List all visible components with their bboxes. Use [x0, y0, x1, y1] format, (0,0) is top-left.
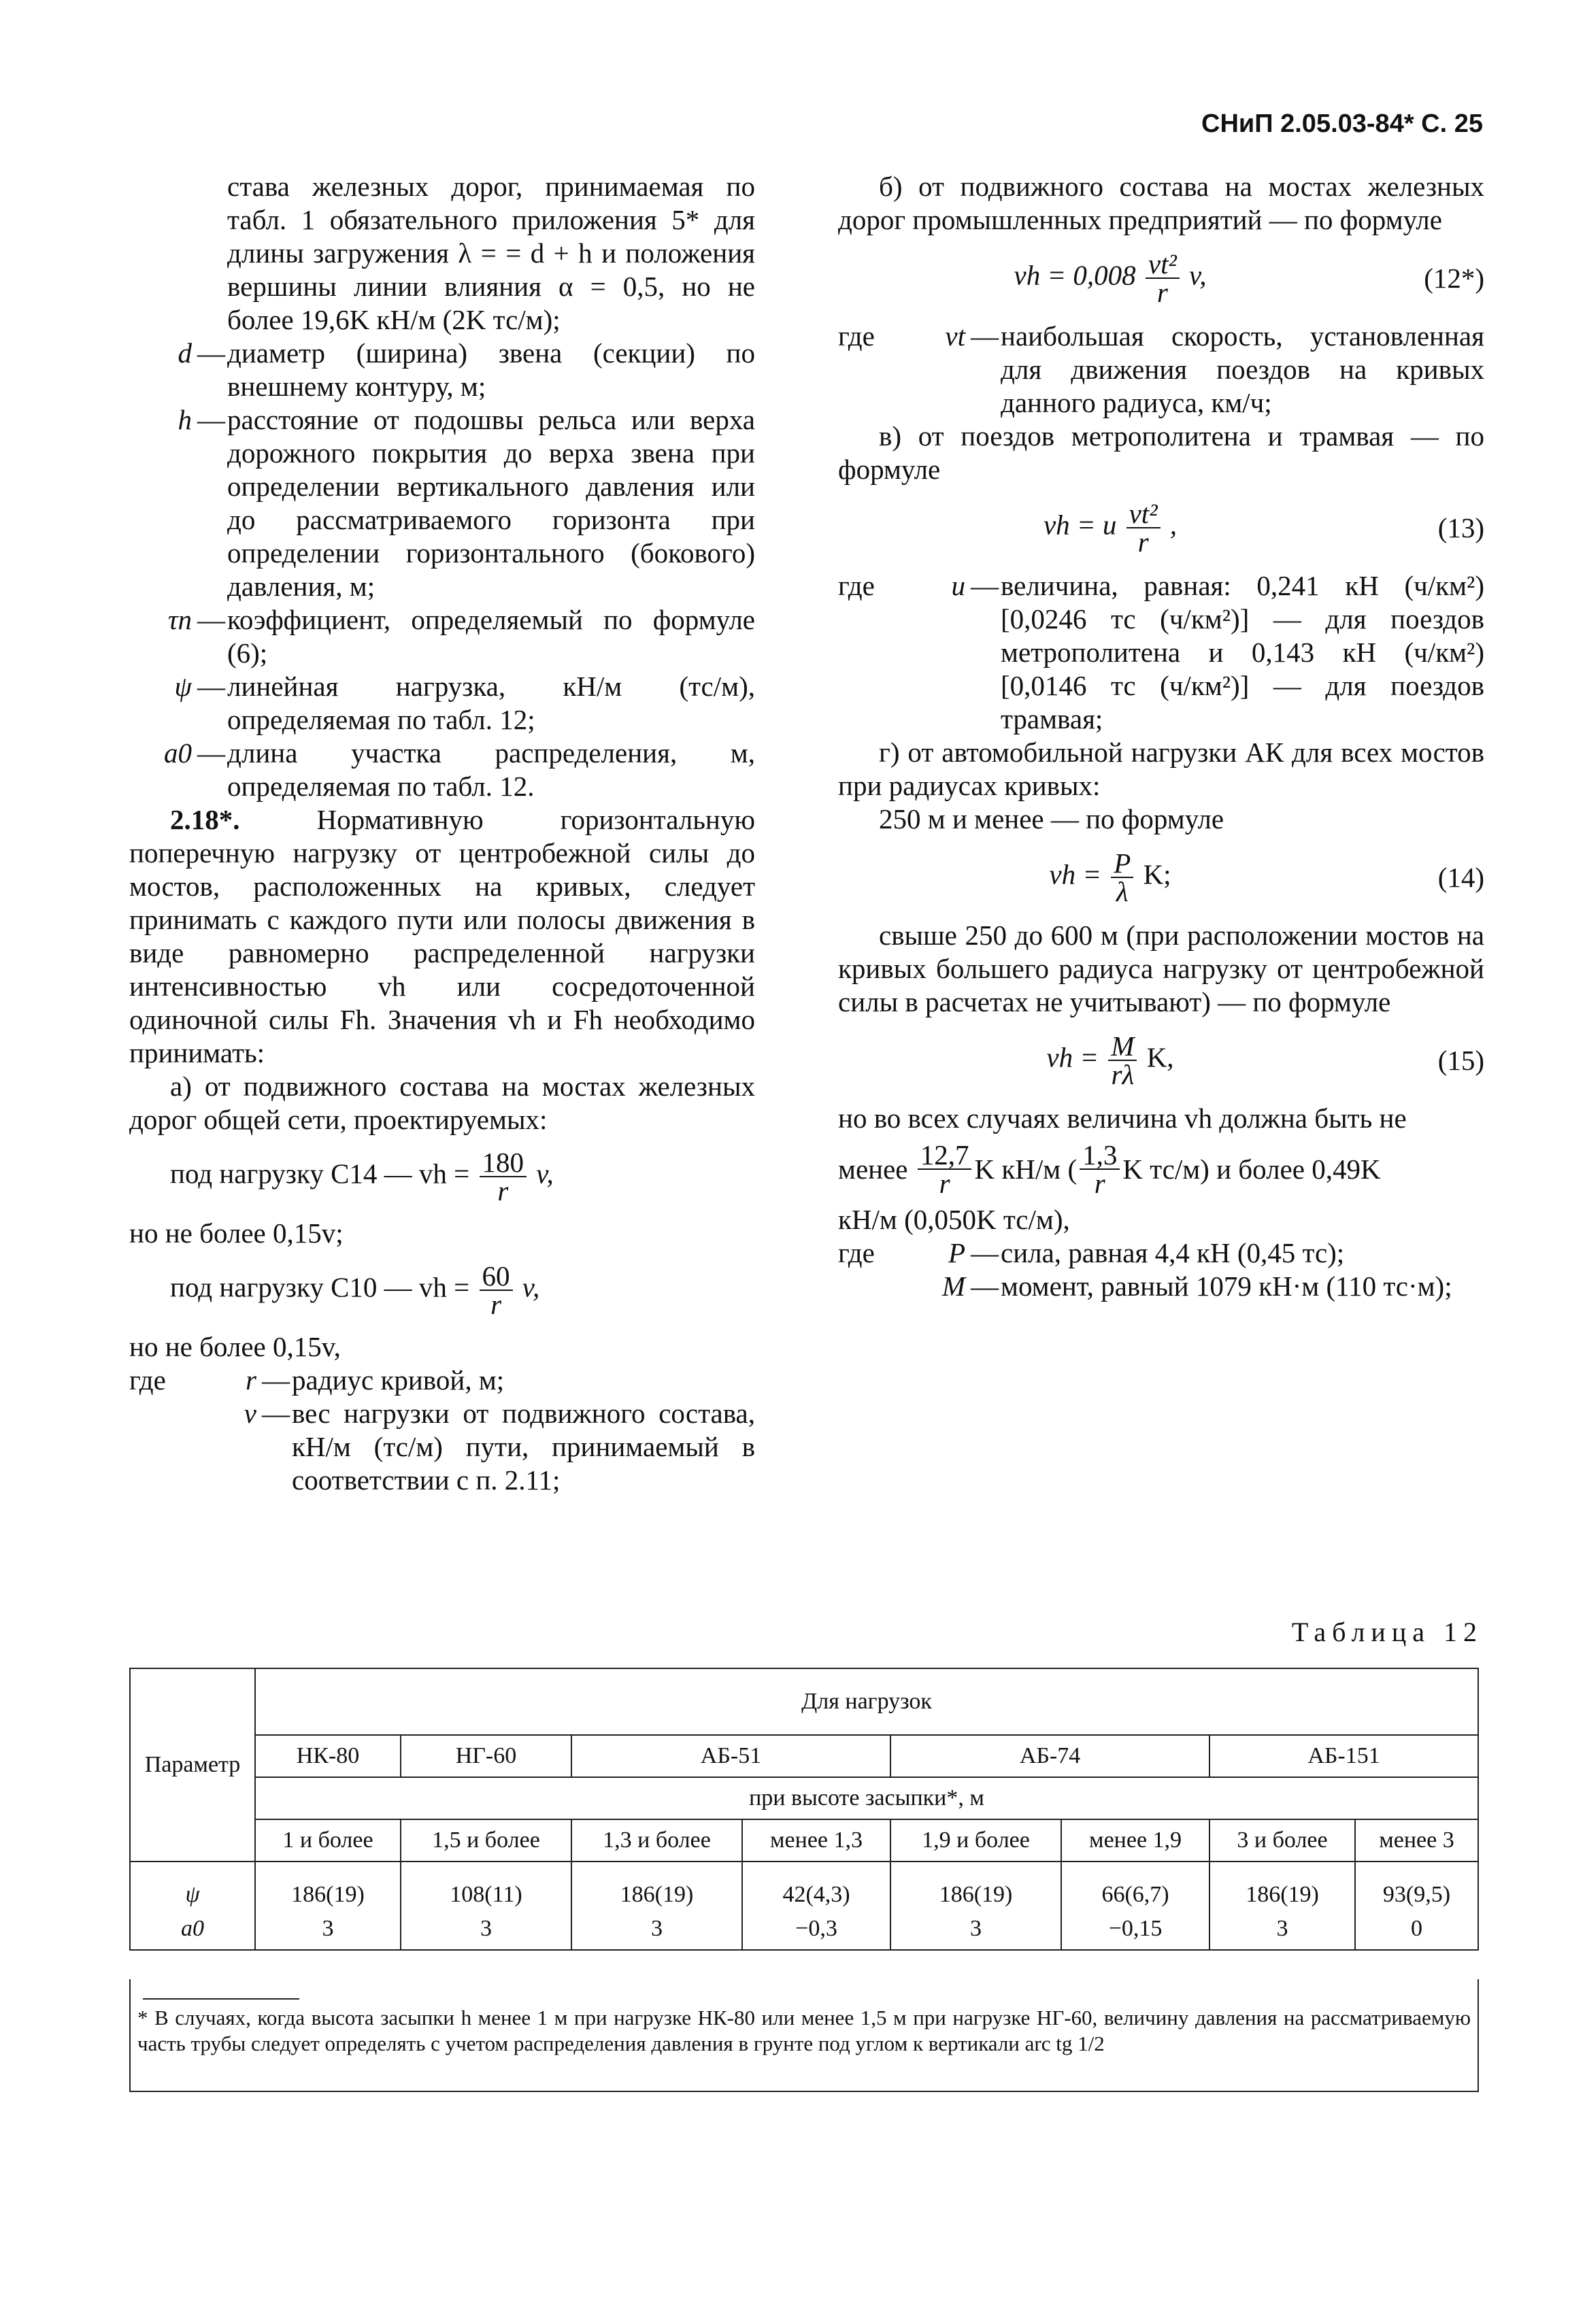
param-header: Параметр	[130, 1668, 255, 1862]
definition-text: сила, равная 4,4 кН (0,45 тс);	[1001, 1237, 1345, 1268]
definition-symbol: a0	[164, 737, 192, 769]
height-cell: 1,9 и более	[890, 1819, 1061, 1862]
right-column	[838, 170, 1484, 1303]
load-header: АБ-51	[571, 1735, 890, 1777]
pm-definitions	[838, 1236, 1484, 1303]
value-cell: 108(11)	[401, 1862, 571, 1915]
item-g: г) от автомобильной нагрузки АК для всех мостов при радиусах кривых:	[838, 737, 1484, 801]
definition-item: M — момент, равный 1079 кН·м (110 тс·м);	[838, 1270, 1484, 1303]
item-v: в) от поездов метрополитена и трамвая — по формуле	[838, 420, 1484, 485]
formula-c14-label: под нагрузку С14 — vh =	[170, 1158, 470, 1190]
formula-12-number: (12*)	[1424, 262, 1484, 294]
definition-symbol: M	[941, 1270, 965, 1302]
table-12	[129, 1668, 1479, 1951]
min-condition-line2: менее $\frac{12,7}{r}$ K кН/м ( $\frac{1,3}{r}$ K тс/м) и более 0,49K	[838, 1139, 1381, 1199]
load-header: АБ-74	[890, 1735, 1209, 1777]
value-cell: 186(19)	[571, 1862, 742, 1915]
min-fraction-2: $\frac{1,3}{r}$	[1080, 1141, 1120, 1197]
definition-symbol: u	[951, 570, 965, 601]
continued-definition	[129, 170, 755, 337]
value-cell: 3	[890, 1915, 1061, 1950]
left-column	[129, 170, 755, 1497]
definition-text: наибольшая скорость, установленная для движения поездов на кривых данного радиуса, км/ч;	[1001, 320, 1484, 418]
u-definition	[838, 569, 1484, 736]
value-cell: 93(9,5)	[1355, 1862, 1478, 1915]
definition-text: момент, равный 1079 кН·м (110 тс·м);	[1001, 1270, 1452, 1302]
formula-14: vh = $\frac{P}{\lambda}$ K; (14)	[1049, 847, 1484, 907]
definition-text: расстояние от подошвы рельса или верха дорожного покрытия до верха звена при определении вертикального давления или до рассматриваемого горизонта при определении горизонтального (бокового) давления, м;	[227, 404, 755, 602]
item-b: б) от подвижного состава на мостах железных дорог промышленных предприятий — по формуле	[838, 171, 1484, 235]
formula-15-fraction: $\frac{M}{r\lambda}$	[1108, 1032, 1137, 1088]
definition-text: вес нагрузки от подвижного состава, кН/м (тс/м) пути, принимаемый в соответствии с п. 2.11;	[292, 1398, 755, 1496]
where-definitions	[129, 1364, 755, 1497]
formula-c10-label: под нагрузку С10 — vh =	[170, 1271, 470, 1303]
definition-item: d — диаметр (ширина) звена (секции) по внешнему контуру, м;	[129, 337, 755, 403]
formula-14-number: (14)	[1437, 861, 1484, 893]
formula-c14-fraction: $\frac{180}{r}$	[480, 1149, 527, 1205]
height-cell: 3 и более	[1209, 1819, 1355, 1862]
formula-13: vh = u $\frac{\text{vt²}}{r}$ , (13)	[1043, 498, 1484, 558]
value-cell: −0,15	[1061, 1915, 1209, 1950]
table-row	[130, 1915, 1478, 1950]
radius-250: 250 м и менее — по формуле	[879, 803, 1224, 835]
min-condition-line1: но во всех случаях величина vh должна быть не	[838, 1102, 1407, 1134]
footnote-rule	[143, 1998, 299, 2000]
value-cell: −0,3	[742, 1915, 890, 1950]
definition-symbol: h	[178, 404, 192, 435]
formula-13-number: (13)	[1437, 511, 1484, 543]
value-cell: 186(19)	[1209, 1862, 1355, 1915]
value-cell: 186(19)	[890, 1862, 1061, 1915]
height-cell: 1,3 и более	[571, 1819, 742, 1862]
value-cell: 3	[571, 1915, 742, 1950]
load-header: НГ-60	[401, 1735, 571, 1777]
definition-item: v — вес нагрузки от подвижного состава, кН/м (тс/м) пути, принимаемый в соответствии с п. 2.11;	[129, 1397, 755, 1497]
param-cell: ψ	[130, 1862, 255, 1915]
value-cell: 3	[255, 1915, 401, 1950]
clause-text: Нормативную горизонтальную поперечную нагрузку от центробежной силы до мостов, расположенных на кривых, следует принимать с каждого пути или полосы движения в виде равномерно распределенной нагрузки интенсивностью vh или сосредоточенной одиночной силы Fh. Значения vh и Fh необходимо принимать:	[129, 804, 756, 1068]
min-condition-line3: кН/м (0,050K тс/м),	[838, 1204, 1070, 1235]
table-row	[130, 1862, 1478, 1915]
height-cell: 1,5 и более	[401, 1819, 571, 1862]
definition-item: h — расстояние от подошвы рельса или верха дорожного покрытия до верха звена при определении вертикального давления или до рассматриваемого горизонта при определении горизонтального (бокового) давления, м;	[129, 403, 755, 603]
definition-item: где r — радиус кривой, м;	[129, 1364, 755, 1397]
group-header: Для нагрузок	[255, 1668, 1478, 1735]
definition-item: a0 — длина участка распределения, м, определяемая по табл. 12.	[129, 737, 755, 803]
continued-text: става железных дорог, принимаемая по табл. 1 обязательного приложения 5* для длины загружения λ = = d + h и положения вершины линии влияния α = 0,5, но не более 19,6K кН/м (2K тс/м);	[227, 171, 755, 335]
radius-600: свыше 250 до 600 м (при расположении мостов на кривых большего радиуса нагрузку от центробежной силы в расчетах не учитывают) — по формуле	[838, 920, 1484, 1017]
definition-list	[129, 337, 755, 803]
load-header: НК-80	[255, 1735, 401, 1777]
definition-item: ψ — линейная нагрузка, кН/м (тс/м), определяемая по табл. 12;	[129, 670, 755, 737]
value-cell: 186(19)	[255, 1862, 401, 1915]
clause-number: 2.18*.	[170, 804, 240, 835]
param-cell: a0	[130, 1915, 255, 1950]
vt-definition	[838, 320, 1484, 420]
definition-text: линейная нагрузка, кН/м (тс/м), определяемая по табл. 12;	[227, 671, 755, 735]
height-header: при высоте засыпки*, м	[255, 1777, 1478, 1819]
definition-text: величина, равная: 0,241 кН (ч/км²) [0,0246 тс (ч/км²)] — для поездов метрополитена и 0,143 кН (ч/км²) [0,0146 тс (ч/км²)] — для поездов трамвая;	[1001, 570, 1484, 735]
definition-symbol: ψ	[174, 671, 192, 702]
definition-symbol: r	[246, 1364, 256, 1396]
load-header: АБ-151	[1209, 1735, 1478, 1777]
height-cell: менее 1,3	[742, 1819, 890, 1862]
formula-c10-fraction: $\frac{60}{r}$	[480, 1262, 513, 1318]
formula-12-fraction: $\frac{\text{vt²}}{r}$	[1146, 250, 1180, 306]
definition-text: длина участка распределения, м, определяемая по табл. 12.	[227, 737, 755, 802]
definition-text: коэффициент, определяемый по формуле (6);	[227, 604, 755, 669]
value-cell: 42(4,3)	[742, 1862, 890, 1915]
table-caption: Таблица 12	[1291, 1617, 1483, 1647]
definition-symbol: vt	[945, 320, 965, 352]
value-cell: 3	[401, 1915, 571, 1950]
formula-12: vh = 0,008 $\frac{\text{vt²}}{r}$ v, (12*)	[1014, 248, 1484, 308]
definition-symbol: d	[178, 337, 192, 369]
c14-limit: но не более 0,15v;	[129, 1217, 344, 1249]
value-cell: 66(6,7)	[1061, 1862, 1209, 1915]
c10-limit: но не более 0,15v,	[129, 1331, 341, 1362]
definition-symbol: τn	[167, 604, 192, 635]
definition-item: где P — сила, равная 4,4 кН (0,45 тс);	[838, 1236, 1484, 1270]
table-footnote: * В случаях, когда высота засыпки h менее 1 м при нагрузке НК-80 или менее 1,5 м при нагрузке НГ-60, величину давления на рассматриваемую часть трубы следует определять с учетом распределения давления в грунте под углом к вертикали arc tg 1/2	[129, 1979, 1479, 2092]
formula-c10: под нагрузку С10 — vh = $\frac{60}{r}$ v,	[170, 1260, 540, 1320]
formula-c14: под нагрузку С14 — vh = $\frac{180}{r}$ v,	[170, 1147, 554, 1207]
formula-15-number: (15)	[1437, 1044, 1484, 1076]
height-cell: менее 3	[1355, 1819, 1478, 1862]
definition-text: диаметр (ширина) звена (секции) по внешнему контуру, м;	[227, 337, 755, 402]
item-a: а) от подвижного состава на мостах железных дорог общей сети, проектируемых:	[129, 1071, 755, 1135]
formula-13-fraction: $\frac{\text{vt²}}{r}$	[1127, 500, 1161, 556]
value-cell: 3	[1209, 1915, 1355, 1950]
definition-item: где vt — наибольшая скорость, установленная для движения поездов на кривых данного радиуса, км/ч;	[838, 320, 1484, 418]
definition-text: радиус кривой, м;	[292, 1364, 505, 1396]
height-cell: менее 1,9	[1061, 1819, 1209, 1862]
clause-2-18	[129, 803, 755, 1070]
height-cell: 1 и более	[255, 1819, 401, 1862]
definition-item: где u — величина, равная: 0,241 кН (ч/км²) [0,0246 тс (ч/км²)] — для поездов метрополитена и 0,143 кН (ч/км²) [0,0146 тс (ч/км²)] — для поездов трамвая;	[838, 570, 1484, 735]
value-cell: 0	[1355, 1915, 1478, 1950]
definition-symbol: v	[244, 1398, 256, 1429]
formula-14-fraction: $\frac{P}{\lambda}$	[1111, 849, 1133, 905]
definition-item: τn — коэффициент, определяемый по формуле (6);	[129, 603, 755, 670]
min-fraction-1: $\frac{12,7}{r}$	[918, 1141, 972, 1197]
formula-15: vh = $\frac{M}{r\lambda}$ K, (15)	[1046, 1030, 1484, 1090]
definition-symbol: P	[948, 1237, 965, 1268]
running-title: СНиП 2.05.03-84* С. 25	[1201, 110, 1483, 138]
